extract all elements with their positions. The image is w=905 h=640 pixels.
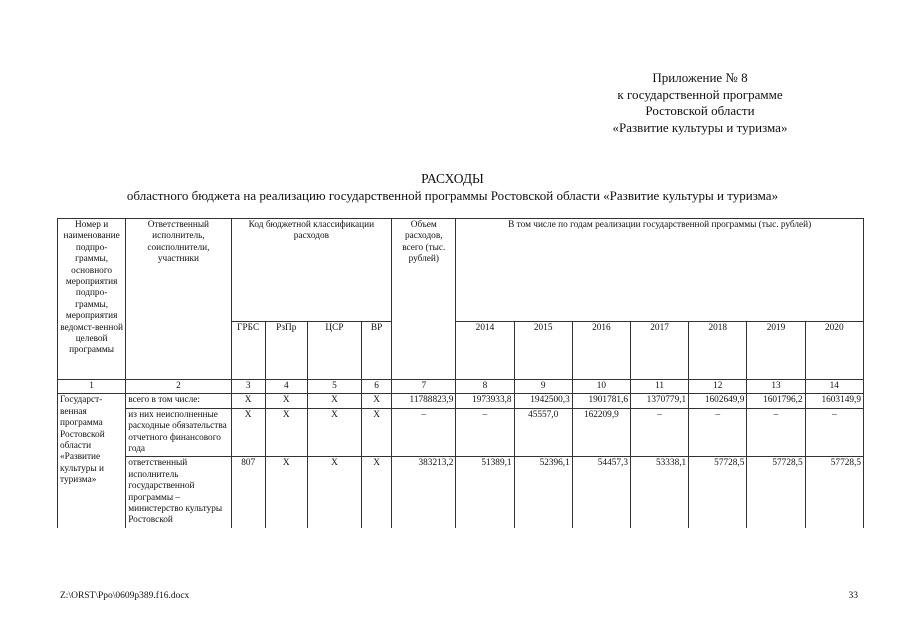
- header-total: Объем расходов, всего (тыс. рублей): [392, 219, 456, 380]
- value-cell: 53338,1: [630, 457, 688, 528]
- value-cell: –: [805, 408, 863, 457]
- footer-page-number: 33: [848, 591, 858, 601]
- col-number: 4: [265, 380, 307, 394]
- rzpr-cell: Х: [265, 394, 307, 408]
- title-main: РАСХОДЫ: [421, 171, 484, 186]
- value-cell: 51389,1: [456, 457, 514, 528]
- header-year-2017: 2017: [630, 322, 688, 380]
- table-row: [58, 394, 864, 408]
- executor-cell: ответственный исполнитель государственной программы – министерство культуры Ростовской: [126, 457, 231, 528]
- vr-cell: Х: [362, 394, 392, 408]
- annex-line-1: Приложение № 8: [652, 70, 748, 85]
- value-cell: 57728,5: [689, 457, 747, 528]
- value-cell: 45557,0: [514, 408, 572, 457]
- value-cell: 1901781,6: [572, 394, 630, 408]
- header-budget-code: Код бюджетной классификации расходов: [231, 219, 392, 322]
- value-cell: 57728,5: [805, 457, 863, 528]
- value-cell: –: [456, 408, 514, 457]
- col-number: 8: [456, 380, 514, 394]
- value-cell: 57728,5: [747, 457, 805, 528]
- header-rzpr: РзПр: [265, 322, 307, 380]
- rzpr-cell: Х: [265, 457, 307, 528]
- value-cell: 1942500,3: [514, 394, 572, 408]
- total-cell: –: [392, 408, 456, 457]
- annex-line-4: «Развитие культуры и туризма»: [612, 119, 788, 135]
- rzpr-cell: Х: [265, 408, 307, 457]
- csr-cell: Х: [307, 457, 361, 528]
- value-cell: 52396,1: [514, 457, 572, 528]
- col-number: 1: [58, 380, 126, 394]
- annex-heading: [550, 70, 850, 136]
- col-number: 2: [126, 380, 231, 394]
- header-years: В том числе по годам реализации государственной программы (тыс. рублей): [456, 219, 864, 322]
- column-number-row: [58, 380, 864, 394]
- col-number: 9: [514, 380, 572, 394]
- header-year-2018: 2018: [689, 322, 747, 380]
- annex-line-3: Ростовской области: [645, 103, 755, 118]
- grbs-cell: 807: [231, 457, 265, 528]
- col-number: 13: [747, 380, 805, 394]
- col-number: 6: [362, 380, 392, 394]
- header-year-2015: 2015: [514, 322, 572, 380]
- col-number: 12: [689, 380, 747, 394]
- col-number: 3: [231, 380, 265, 394]
- value-cell: 1603149,9: [805, 394, 863, 408]
- header-year-2016: 2016: [572, 322, 630, 380]
- header-grbs: ГРБС: [231, 322, 265, 380]
- col-number: 10: [572, 380, 630, 394]
- csr-cell: Х: [307, 394, 361, 408]
- grbs-cell: Х: [231, 394, 265, 408]
- footer-file-path: Z:\ORST\Ppo\0609p389.f16.docx: [60, 591, 190, 601]
- csr-cell: Х: [307, 408, 361, 457]
- vr-cell: Х: [362, 408, 392, 457]
- header-row-1: [58, 219, 864, 322]
- grbs-cell: Х: [231, 408, 265, 457]
- title-subtitle: областного бюджета на реализацию государственной программы Ростовской области «Развитие культуры и туризма»: [126, 188, 779, 203]
- header-executor: Ответственный исполнитель, соисполнители, участники: [126, 219, 231, 380]
- value-cell: 1601796,2: [747, 394, 805, 408]
- value-cell: 1602649,9: [689, 394, 747, 408]
- col-number: 5: [307, 380, 361, 394]
- col-number: 11: [630, 380, 688, 394]
- annex-line-2: к государственной программе: [617, 86, 783, 102]
- executor-cell: из них неисполненные расходные обязательства отчетного финансового года: [126, 408, 231, 457]
- header-csr: ЦСР: [307, 322, 361, 380]
- program-name-cell: Государст-венная программа Ростовской области «Развитие культуры и туризма»: [58, 394, 126, 528]
- value-cell: 54457,3: [572, 457, 630, 528]
- total-cell: 383213,2: [392, 457, 456, 528]
- header-year-2020: 2020: [805, 322, 863, 380]
- col-number: 7: [392, 380, 456, 394]
- col-number: 14: [805, 380, 863, 394]
- value-cell: 162209,9: [572, 408, 630, 457]
- value-cell: –: [689, 408, 747, 457]
- header-vr: ВР: [362, 322, 392, 380]
- budget-table: [57, 218, 864, 528]
- header-year-2019: 2019: [747, 322, 805, 380]
- header-year-2014: 2014: [456, 322, 514, 380]
- vr-cell: Х: [362, 457, 392, 528]
- value-cell: –: [630, 408, 688, 457]
- value-cell: 1973933,8: [456, 394, 514, 408]
- value-cell: 1370779,1: [630, 394, 688, 408]
- executor-cell: всего в том числе:: [126, 394, 231, 408]
- table-row: [58, 408, 864, 457]
- header-name: Номер и наименование подпро-граммы, основного мероприятия подпро-граммы, мероприятия ведомст-венной целевой программы: [58, 219, 126, 380]
- total-cell: 11788823,9: [392, 394, 456, 408]
- document-title: [0, 170, 905, 204]
- table-row: [58, 457, 864, 528]
- value-cell: –: [747, 408, 805, 457]
